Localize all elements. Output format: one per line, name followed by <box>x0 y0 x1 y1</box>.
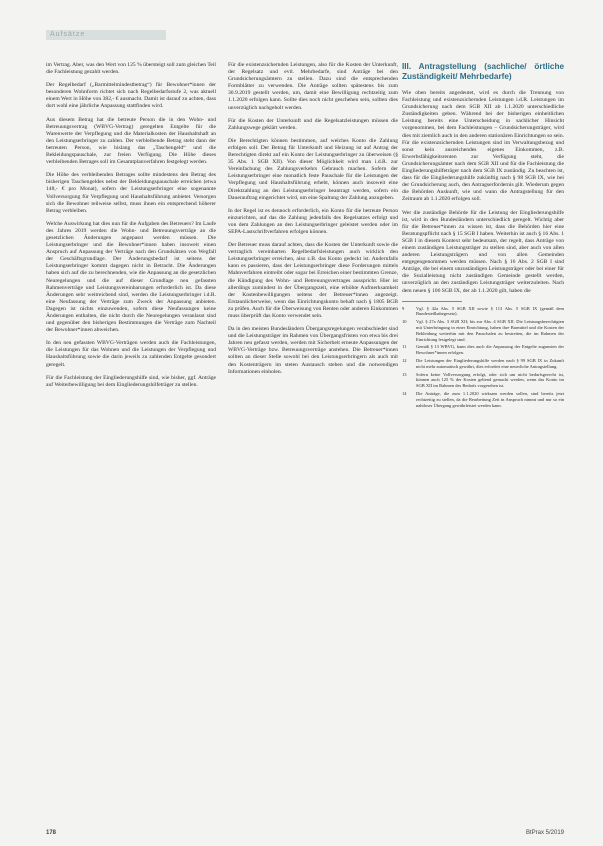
paragraph: In den neu gefassten WBVG-Verträgen werden auch die Fachleistungen, die Leistungen für das Wohnen und die Leistungen der Verpflegung und Haushaltsführung sowie die darin jeweils zu zahlenden Entgelte gesondert geregelt. <box>46 340 216 368</box>
footnote <box>402 391 564 408</box>
paragraph: Wer die zuständige Behörde für die Leistung der Eingliederungshilfe ist, wird in den Bundesländern unterschiedlich geregelt. Wichtig aber für die Betreuer*innen zu wissen ist, dass die Behörden hier eine Beratungspflicht nach § 15 SGB I haben. Weiterhin ist auch § 16 Abs. 1 SGB I in diesem Kontext sehr bedeutsam, der regelt, dass Anträge von einem zuständigen Leistungsträger zu stellen sind, aber auch von allen anderen Leistungsträgern und von allen Gemeinden entgegengenommen werden müssen. Nach § 16 Abs. 2 SGB I sind Anträge, die bei einem unzuständigen Leistungsträger oder bei einer für die Sozialleistung nicht zuständigen Gemeinde gestellt werden, unverzüglich an den zuständigen Leistungsträger weiterzuleiten. Nach dem neuen § 106 SGB IX, der ab 1.1.2020 gilt, haben die <box>402 209 564 294</box>
paragraph: Da in den meisten Bundesländern Übergangsregelungen verabschiedet sind und die Leistungsträger im Rahmen von Übergangsfristen von etwa bis drei Jahren neu gefasst werden, werden mit Sicherheit erneute Anpassungen der WBVG-Verträge bzw. Betreuungsverträge anstehen. Die Betreuer*innen sollten an dieser Stelle sowohl bei den Leistungserbringern als auch mit den Kostenträgern im steten Austausch stehen und die notwendigen Informationen einholen. <box>228 326 398 375</box>
paragraph: Die Berechtigten können bestimmen, auf welches Konto die Zahlung erfolgen soll. Der Betrag für Unterkunft und Heizung ist auf Antrag der Berechtigten direkt auf ein Konto der Leistungserbringer zu überweisen (§ 35 Abs. 1 SGB XII). Von dieser Möglichkeit wird man i.d.R. zur Vereinfachung des Zahlungsverkehrs Gebrauch machen. Sofern der Leistungserbringer eine monatlich feste Pauschale für die Leistungen der Verpflegung und Haushaltsführung erhebt, können auch insoweit eine Direktzahlung an den Leistungserbringer beantragt werden, sofern ein Dauerauftrag eingerichtet wird, um eine Spaltung der Zahlung anzugeben. <box>228 137 398 201</box>
footnote <box>402 344 564 356</box>
footnote-text: Sofern keine Vollversorgung erfolgt, oder sich um nicht bedarfsgerecht ist, können auch 125 % der Kosten geltend gemacht werden, wenn das Konto im SGB XII im Rahmen des Bedarfs vorgesehen ist. <box>416 371 564 389</box>
footnote-number: 10 <box>402 319 407 325</box>
paragraph: Der Regelbedarf („Barmittelmindestbetrag“) für Bewohner*innen der besonderen Wohnform richtet sich nach Regelbedarfsstufe 2, was aktuell einem Wert in Höhe von 382,- € ausmacht. Damit ist darauf zu achten, dass dort wohl eine jährliche Anpassung stattfinden wird. <box>46 82 216 110</box>
footnote-number: 12 <box>402 358 407 363</box>
footnote <box>402 372 564 389</box>
page-number: 178 <box>46 830 57 836</box>
paragraph: Aus diesem Betrag hat die betreute Person die in den Wohn- und Betreuungsvertrag (WBVG-Vertrag) geregelten Entgelte für die Warenwerte der Verpflegung und die Materialkosten der Haushaltshaft an den Leistungserbringer zu zahlen. Der verbleibende Betrag steht dann der betreuten Person, wie bislang das „Taschengeld“ und die Bekleidungspauschale, zur freien Verfügung. Die Höhe dieses verbleibenden Betrages soll im Gesamtplanverfahren festgelegt werden. <box>46 116 216 166</box>
footnote <box>402 319 564 342</box>
footnote <box>402 358 564 370</box>
footnote-number: 14 <box>402 390 407 396</box>
footnote-number: 11 <box>402 344 407 350</box>
section-header <box>46 30 166 40</box>
column-1 <box>46 62 216 395</box>
footnote-text: Vgl. § 42a Abs. 5 SGB XII sowie § 113 Abs. 5 SGB IX (gemäß dem Bundesteilhabegesetz). <box>416 305 564 317</box>
footnote-number: 9 <box>402 305 405 311</box>
column-3 <box>402 62 564 410</box>
paragraph: im Vertrag. Aber, was den Wert von 125 % übersteigt soll zum gleichen Teil die Fachleistung gezahlt werden. <box>46 62 216 76</box>
column-2 <box>228 62 398 382</box>
footnote-number: 13 <box>402 371 407 377</box>
paragraph: Für die Kosten der Unterkunft und die Regelsatzleistungen müssen die Zahlungswege geklärt werden. <box>228 117 398 131</box>
paragraph: Welche Auswirkung hat dies nun für die Aufgaben des Betreuers? Im Laufe des Jahres 2019 werden die Wohn- und Betreuungsverträge an die gesetzlichen Änderungen angepasst werden müssen. Die Leistungserbringer und die Bewohner*innen haben insoweit einen Anspruch auf Anpassung der Verträge nach den Grundsätzen von Wegfall der Geschäftsgrundlage. Der Änderungsbedarf ist seitens der Leistungserbringer kommt dagegen nicht in Betracht. Die Änderungen haben sich auf die zu berechnenden, wie die Anpassung an die gesetzlichen Neuregelungen und die auf dieser Grundlage neu gefassten Rahmenverträge und Leistungsvereinbarungen erforderlich ist. Da diese Änderungen sehr weitreichend sind, werden die Leistungserbringer i.d.R. eine Neufassung der Verträge zum Zweck der Anpassung anbieten. Dagegen ist nichts einzuwenden, sofern diese Neufassungen keine Änderungen enthalten, die nicht durch die Neuregelungen veranlasst sind und gegenüber den bisherigen Bestimmungen die Verträge zum Nachteil der Bewohner*innen abweichen. <box>46 220 216 334</box>
section-label: Aufsätze <box>50 31 86 38</box>
journal-reference: BtPrax 5/2019 <box>525 830 564 836</box>
paragraph: Für die existenzsichernden Leistungen, also für die Kosten der Unterkunft, der Regelsatz und evtl. Mehrbedarfe, sind Anträge bei den Grundsicherungsämtern zu stellen. Dazu sind die entsprechenden Formblätter zu verwenden. Die Anträge sollten spätestens bis zum 30.9.2019 gestellt werden, um, damit eine Bewilligung rechtzeitig zum 1.1.2020 erfolgen kann. Sollte dies noch nicht geschehen sein, sollten dies unverzüglich nachgeholt werden. <box>228 62 398 111</box>
footnote-text: Gemäß § 13 WBVG, kann dies auch die Anpassung der Entgelte zugunsten der Bewohner*innen erfolgen. <box>416 344 564 356</box>
paragraph: Für die Fachleistung der Eingliederungshilfe sind, wie bisher, ggf. Anträge auf Weiterbewilligung bei dem Eingliederungshilfeträger zu stellen. <box>46 374 216 388</box>
footnote-text: Die Leistungen der Eingliederungshilfe werden nach § 99 SGB IX in Zukunft nicht mehr automatisch gewährt, dies erfordert eine neuerliche Antragstellung. <box>416 358 564 369</box>
paragraph: Wie oben bereits angedeutet, wird es durch die Trennung von Fachleistung und existenzsichernden Leistungen i.d.R. Leistungen im Grundsicherung nach dem SGB XII ab 1.1.2020 unterschiedliche Zuständigkeiten geben. Während bei der bisherigen einheitlichen Leistung bereits eine Unterscheidung in sachlicher Hinsicht vorgenommen, bei dem Fachleistungen – Grundsicherungsträger, wird dies mit ziemlich auch in den anderen stationären Einrichtungen so sein. Für die existenzsichernden Leistungen sind im Verwaltungsbezug und sonst kein ausreichendes eigenes Einkommen, z.B. Erwerbsfähigkeitsrenten zur Verfügung steht, die Grundsicherungsämter nach dem SGB XII und für die Fachleistung die Eingliederungshilfeträger nach dem SGB IX zuständig. Zu beachten ist, dass für die Eingliederungshilfe zukünftig nach § 98 SGB IX, wie bei der Grundsicherung auch, den Antragserfordernis gilt. Wiederum gegen die Behörden Auskunft, wie und wann die Antragstellung für den Zeitraum ab 1.1.2020 erfolgen soll. <box>402 90 565 203</box>
footnote-text: Die Anträge, die zum 1.1.2020 wirksam werden sollen, sind bereits jetzt rechtzeitig zu stellen, da die Bearbeitung Zeit in Anspruch nimmt und nur so ein nahtloser Übergang gewährleistet werden kann. <box>416 390 564 408</box>
footnote-text: Vgl. § 27a Abs. 3 SGB XII; bis zur Abs. 4 SGB XII. Die Leistungsberechtigten mit Unterbringung in einer Einrichtung, haben ihre Barmittel und die Kosten der Bekleidung weiterhin mit den Pauschalen zu bestreiten, die im Rahmen der Einrichtung festgelegt sind. <box>416 319 564 342</box>
section-heading: III. Antragstellung (sachliche/ örtliche Zuständigkeit/ Mehrbedarfe) <box>402 62 564 81</box>
paragraph: Der Betreuer muss darauf achten, dass die Kosten der Unterkunft sowie die vertraglich vereinbarten Regelbedarfsleistungen auch wirklich den Leistungserbringer erreichen, also z.B. das Konto gedeckt ist. Andernfalls kann es passieren, dass der Leistungserbringer diese Forderungen mittels Mahnverfahren eintreibt oder sogar bei Erreichen einer bestimmten Grenze, die Kündigung des Wohn- und Betreuungsvertrages ausspricht. Hier ist allerdings zumindest in der Übergangszeit, eine erhöhte Aufmerksamkeit der Kostenbewilligungen seitens der Betreuer*innen angezeigt. Erstaunlicherweise, wenn das Einrichtungskonto behaft nach § 1805 BGB zu prüfen. Auch für die Überweisung von Renten oder anderen Einkommen muss überprüft das Konto verwendet sein. <box>228 242 398 319</box>
footnote <box>402 306 564 318</box>
paragraph: Die Höhe des verbleibenden Betrages sollte mindestens den Betrag des bisherigen Taschengeldes nebst der Bekleidungspauschale erreichen (etwa 148,- € pro Monat), sofern der Leistungserbringer eine sogenannte Vollversorgung für Verpflegung und Haushaltsführung anbietet. Versorgen sich die Bewohner teilweise selbst, muss ihnen ein entsprechend höherer Betrag verbleiben. <box>46 172 216 214</box>
footnote-divider <box>402 301 462 302</box>
paragraph: In der Regel ist es dennoch erforderlich, ein Konto für die betreute Person einzurichten, auf das die Zahlung jedenfalls des Regelsatzes erfolgt und von dem Zahlungen an den Leistungserbringer geleistet werden oder im SEPA-Lastschriftverfahren erfolgen können. <box>228 207 398 235</box>
